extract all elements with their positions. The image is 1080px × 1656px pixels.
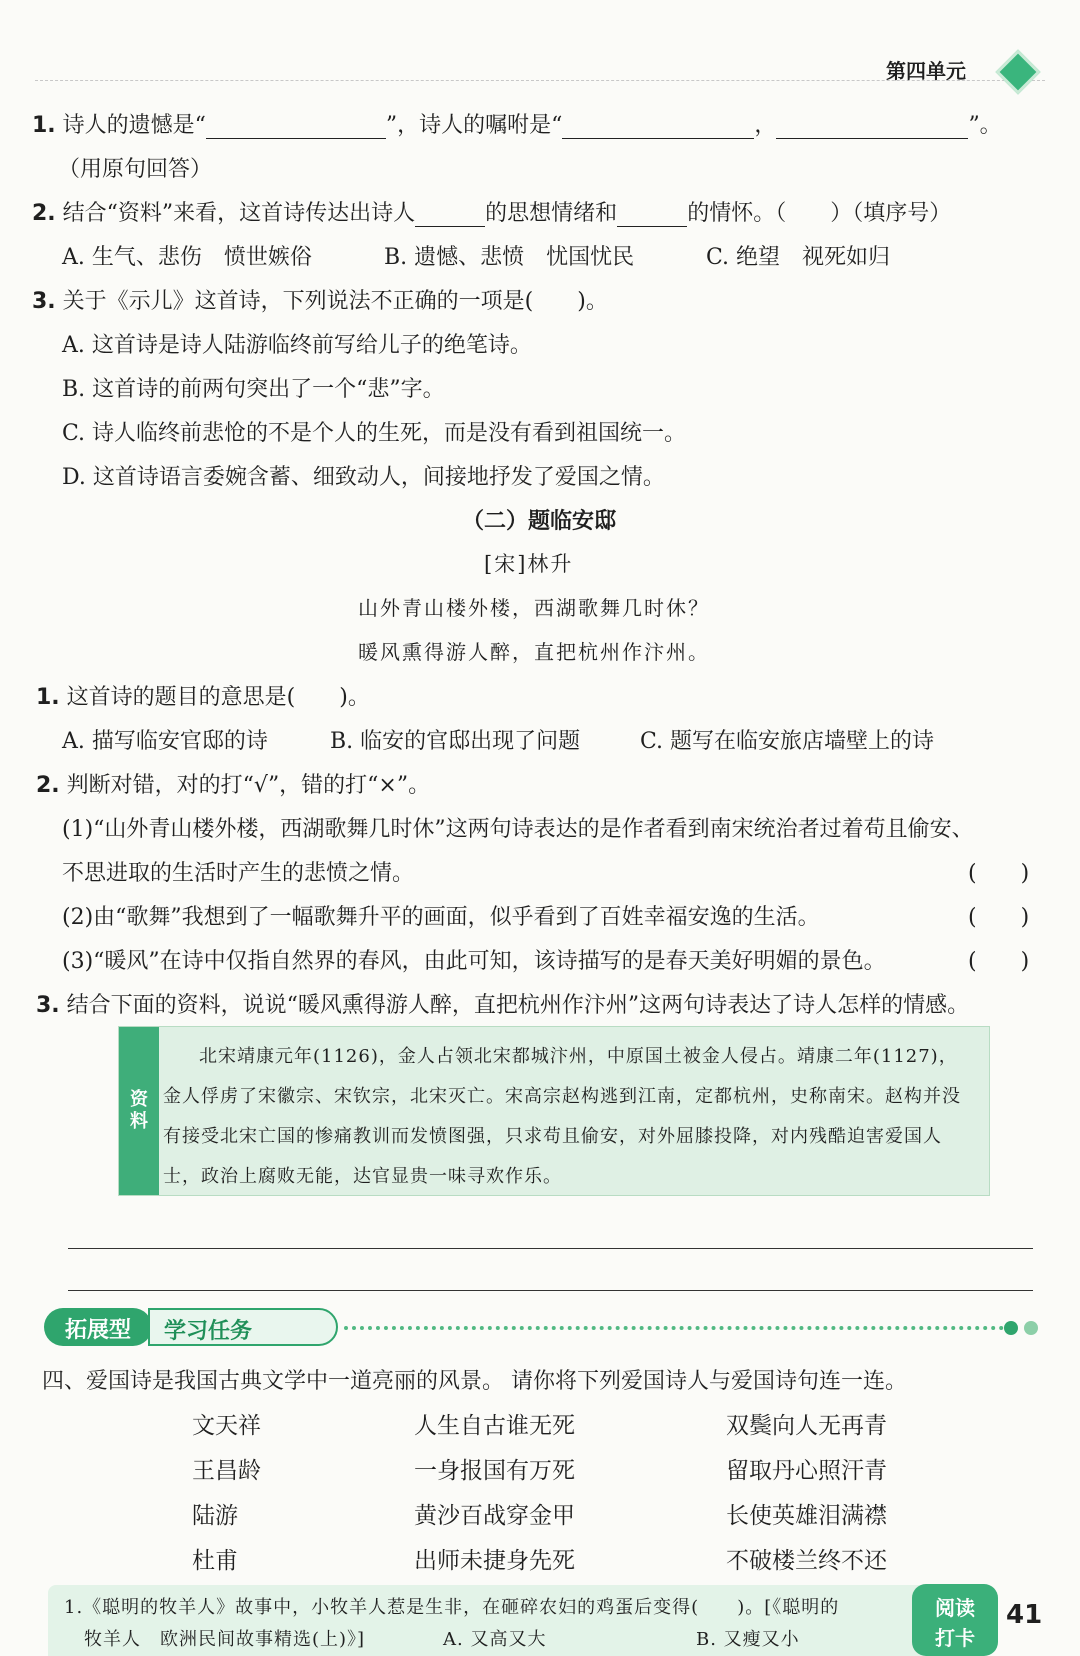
page-number: 41 [1006, 1600, 1043, 1630]
s4-title: 四、爱国诗是我国古典文学中一道亮丽的风景。 请你将下列爱国诗人与爱国诗句连一连。 [42, 1369, 907, 1394]
poem-line-2: 暖风熏得游人醉，直把杭州作汴州。 [358, 640, 710, 664]
s1-q1: 1. 诗人的遗憾是“ ”，诗人的嘱咐是“ ， ”。 [32, 113, 1002, 138]
s1-q2: 2. 结合“资料”来看，这首诗传达出诗人 的思想情绪和 的情怀。（ ）（填序号） [32, 201, 952, 226]
poet-column [192, 1404, 261, 1584]
s2-q1: 1. 这首诗的题目的意思是( )。 [36, 685, 370, 710]
footer-source: 牧羊人 欧洲民间故事精选(上)》] [84, 1629, 366, 1650]
poet-item[interactable]: 文天祥 [192, 1413, 261, 1439]
verse-item[interactable]: 留取丹心照汗青 [726, 1458, 887, 1484]
answer-blank[interactable] [562, 112, 754, 139]
s2-q1-option-b[interactable]: B. 临安的官邸出现了问题 [330, 729, 581, 754]
reading-footer [48, 1585, 936, 1656]
s2-q1-option-a[interactable]: A. 描写临安官邸的诗 [62, 729, 268, 754]
answer-line[interactable] [68, 1290, 1033, 1291]
judge-paren-3[interactable]: ( ) [968, 949, 1030, 974]
reading-checkin-badge: 阅读 打卡 [912, 1584, 998, 1656]
judge-paren-2[interactable]: ( ) [968, 905, 1030, 930]
line-column-mid [414, 1404, 575, 1584]
material-tab: 资料 [119, 1027, 159, 1195]
poet-item[interactable]: 陆游 [192, 1503, 238, 1529]
banner-type: 拓展型 [44, 1308, 152, 1346]
s2-q2-item-3: (3)“暖风”在诗中仅指自然界的春风，由此可知，该诗描写的是春天美好明媚的景色。 [62, 949, 886, 974]
s2-q2-item-2: (2)由“歌舞”我想到了一幅歌舞升平的画面，似乎看到了百姓幸福安逸的生活。 [62, 905, 820, 930]
diamond-icon [995, 49, 1040, 94]
answer-blank[interactable] [206, 112, 386, 139]
poet-item[interactable]: 杜甫 [192, 1548, 238, 1574]
poem-title: （二）题临安邸 [462, 508, 617, 534]
verse-item[interactable]: 长使英雄泪满襟 [726, 1503, 887, 1529]
banner-title: 学习任务 [148, 1308, 338, 1346]
s1-q3-option-c[interactable]: C. 诗人临终前悲怆的不是个人的生死，而是没有看到祖国统一。 [62, 421, 687, 446]
s2-q2-item-1a: (1)“山外青山楼外楼，西湖歌舞几时休”这两句诗表达的是作者看到南宋统治者过着苟且偷安、 [62, 817, 974, 842]
s1-q3-option-d[interactable]: D. 这首诗语言委婉含蓄、细致动人，间接地抒发了爱国之情。 [62, 465, 665, 490]
line-column-right [726, 1404, 887, 1584]
s1-q2-option-b[interactable]: B. 遗憾、悲愤 忧国忧民 [384, 245, 635, 270]
s2-q3: 3. 结合下面的资料，说说“暖风熏得游人醉，直把杭州作汴州”这两句诗表达了诗人怎样的情感。 [36, 993, 970, 1018]
s1-q2-option-c[interactable]: C. 绝望 视死如归 [706, 245, 891, 270]
footer-option-b[interactable]: B. 又瘦又小 [696, 1629, 800, 1650]
answer-blank[interactable] [617, 200, 687, 227]
dot-end [1024, 1321, 1038, 1335]
poem-author: [宋]林升 [484, 552, 574, 576]
s1-q3: 3. 关于《示儿》这首诗，下列说法不正确的一项是( )。 [32, 289, 608, 314]
verse-item[interactable]: 黄沙百战穿金甲 [414, 1503, 575, 1529]
poet-item[interactable]: 王昌龄 [192, 1458, 261, 1484]
verse-item[interactable]: 双鬓向人无再青 [726, 1413, 887, 1439]
unit-title: 第四单元 [886, 59, 966, 83]
footer-option-a[interactable]: A. 又高又大 [443, 1629, 547, 1650]
material-text: 北宋靖康元年(1126)，金人占领北宋都城汴州，中原国土被金人侵占。靖康二年(1127)，金人俘虏了宋徽宗、宋钦宗，北宋灭亡。宋高宗赵构逃到江南，定都杭州，史称南宋。赵构并没有接受北宋亡国的惨痛教训而发愤图强，只求苟且偷安，对外屈膝投降，对内残酷迫害爱国人士，政治上腐败无能，达官显贵一味寻欢作乐。 [163, 1046, 961, 1187]
banner-dots [344, 1326, 1004, 1330]
answer-blank[interactable] [415, 200, 485, 227]
footer-question: 1.《聪明的牧羊人》故事中，小牧羊人惹是生非，在砸碎农妇的鸡蛋后变得( )。[《聪明的 [64, 1597, 840, 1618]
s1-q3-option-a[interactable]: A. 这首诗是诗人陆游临终前写给儿子的绝笔诗。 [62, 333, 532, 358]
s1-q2-option-a[interactable]: A. 生气、悲伤 愤世嫉俗 [62, 245, 312, 270]
s2-q2: 2. 判断对错，对的打“√”，错的打“×”。 [36, 773, 431, 798]
s1-q3-option-b[interactable]: B. 这首诗的前两句突出了一个“悲”字。 [62, 377, 445, 402]
s1-q1-note: （用原句回答） [58, 157, 213, 182]
answer-blank[interactable] [776, 112, 968, 139]
poem-line-1: 山外青山楼外楼，西湖歌舞几时休？ [358, 596, 710, 620]
dot-end [1004, 1321, 1018, 1335]
verse-item[interactable]: 一身报国有万死 [414, 1458, 575, 1484]
material-box [118, 1026, 990, 1196]
s2-q2-item-1b: 不思进取的生活时产生的悲愤之情。 [62, 861, 415, 886]
answer-line[interactable] [68, 1248, 1033, 1249]
s2-q1-option-c[interactable]: C. 题写在临安旅店墙壁上的诗 [640, 729, 935, 754]
verse-item[interactable]: 出师未捷身先死 [414, 1548, 575, 1574]
verse-item[interactable]: 不破楼兰终不还 [726, 1548, 887, 1574]
verse-item[interactable]: 人生自古谁无死 [414, 1413, 575, 1439]
judge-paren-1[interactable]: ( ) [968, 861, 1030, 886]
